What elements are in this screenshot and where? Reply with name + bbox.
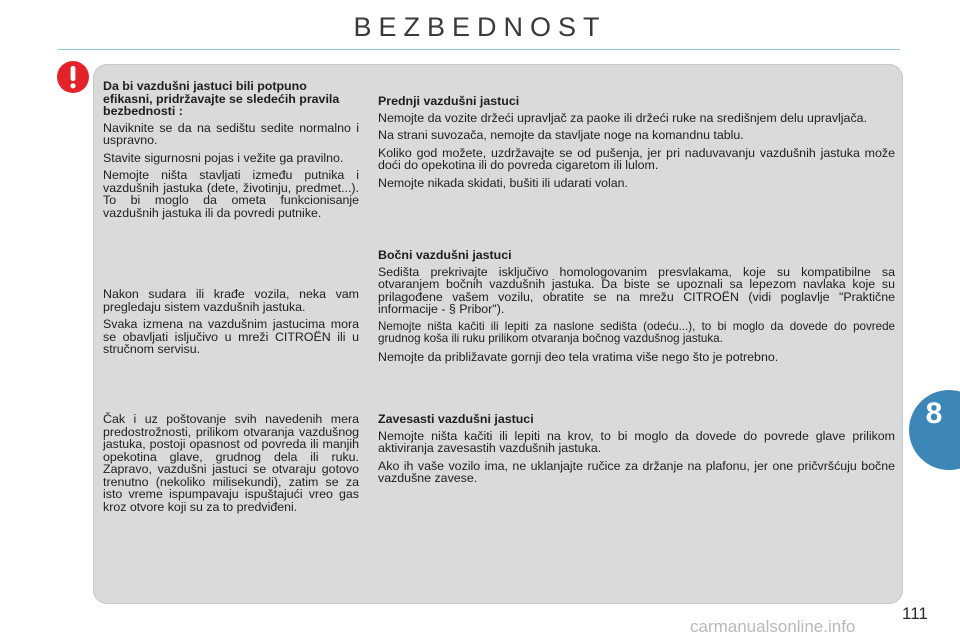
chapter-number: 8 xyxy=(925,397,943,430)
section-heading: Prednji vazdušni jastuci xyxy=(378,94,520,108)
section-paragraph: Nemojte nikada skidati, bušiti ili udarati volan. xyxy=(378,175,629,190)
front-airbags-section xyxy=(378,95,895,194)
section-paragraph: Nemojte da približavate gornji deo tela vratima više nego što je potrebno. xyxy=(378,349,779,364)
section-paragraph: Nemojte ništa kačiti ili lepiti za naslone sedišta (odeću...), to bi moglo da dovede do povrede grudnog koša ili ruku prilikom otvaranja bočnog vazdušnog jastuka. xyxy=(378,319,895,345)
watermark: carmanualsonline.info xyxy=(690,617,856,636)
curtain-airbags-section xyxy=(378,413,895,490)
page-number: 111 xyxy=(902,604,928,623)
side-airbags-section xyxy=(378,249,895,368)
warning-heading: Da bi vazdušni jastuci bili potpuno efikasni, pridržavajte se sledećih pravila bezbednosti : xyxy=(103,79,340,118)
left-column-inspection xyxy=(103,288,359,361)
exclamation-warning-icon xyxy=(56,60,90,94)
section-paragraph: Nemojte ništa kačiti ili lepiti na krov, to bi moglo da dovede do povrede glave prilikom aktiviranja zavesastih vazdušnih jastuka. xyxy=(378,428,895,455)
page-title: BEZBEDNOST xyxy=(353,12,607,42)
section-paragraph: Na strani suvozača, nemojte da stavljate noge na komandnu tablu. xyxy=(378,128,744,142)
section-paragraph: Nemojte da vozite držeći upravljač za paoke ili držeći ruke na središnjem delu upravljača. xyxy=(378,110,867,125)
left-paragraph: Čak i uz poštovanje svih navedenih mera predostrožnosti, prilikom otvaranja vazdušnog jastuka, postoji opasnost od povreda ili manjih opekotina glave, grudnog dela ili ruku. Zapravo, vazdušni jastuci se otvaraju gotovo trenutno (nekoliko milisekundi), zatim se za isto vreme ispumpavaju ispuštajući vreo gas kroz otvore koji su za to predviđeni. xyxy=(103,412,359,514)
left-column-deployment xyxy=(103,413,359,518)
section-heading: Bočni vazdušni jastuci xyxy=(378,248,512,262)
left-paragraph: Nakon sudara ili krađe vozila, neka vam pregledaju sistem vazdušnih jastuka. xyxy=(103,287,359,314)
section-heading: Zavesasti vazdušni jastuci xyxy=(378,412,534,426)
left-paragraph: Stavite sigurnosni pojas i vežite ga pravilno. xyxy=(103,150,344,165)
title-divider xyxy=(58,49,900,50)
left-paragraph: Nemojte ništa stavljati između putnika i vazdušnih jastuka (dete, životinju, predmet...). To bi moglo da ometa funkcionisanje vazdušnih jastuka ili da povredi putnike. xyxy=(103,168,359,220)
section-paragraph: Sedišta prekrivajte isključivo homologovanim presvlakama, koje su kompatibilne sa otvaranjem bočnih vazdušnih jastuka. Da biste se upoznali sa lepezom navlaka koje su prilagođene vašem vozilu, obratite se na mrežu CITROËN (vidi poglavlje "Praktične informacije - § Pribor"). xyxy=(378,264,895,316)
section-paragraph: Koliko god možete, uzdržavajte se od pušenja, jer pri naduvavanju vazdušnih jastuka može doći do opekotina ili do povreda cigaretom ili lulom. xyxy=(378,145,895,172)
left-paragraph: Svaka izmena na vazdušnim jastucima mora se obavljati isljučivo u mreži CITROËN ili u stručnom servisu. xyxy=(103,317,359,356)
left-column-safety xyxy=(103,80,359,224)
section-paragraph: Ako ih vaše vozilo ima, ne uklanjajte ručice za držanje na plafonu, jer one pričvršćuju bočne vazdušne zavese. xyxy=(378,458,895,485)
left-paragraph: Naviknite se da na sedištu sedite normalno i uspravno. xyxy=(103,120,359,147)
